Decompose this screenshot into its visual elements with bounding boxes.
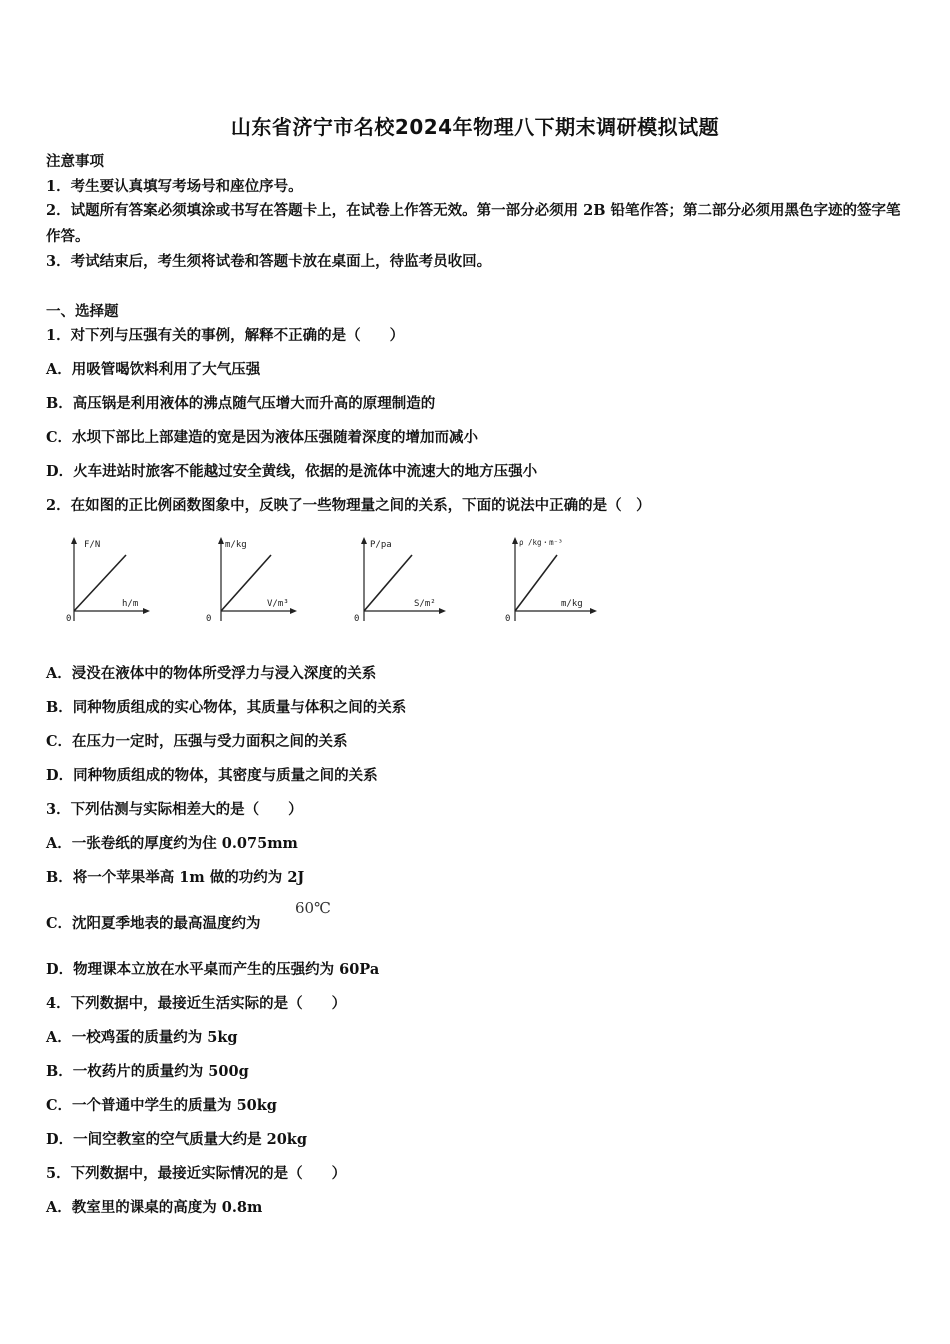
graph-3: [352, 533, 447, 628]
question-2-option-b: B．同种物质组成的实心物体，其质量与体积之间的关系: [46, 699, 407, 716]
question-4-option-c: C．一个普通中学生的质量为 50kg: [46, 1097, 277, 1114]
question-5-stem: 5．下列数据中，最接近实际情况的是（ ）: [46, 1165, 347, 1182]
graph-1-xlabel: h/m: [122, 599, 139, 609]
notice-item-2: 2．试题所有答案必须填涂或书写在答题卡上，在试卷上作答无效。第一部分必须用 2B 铅笔作答；第二部分必须用黑色字迹的签字笔作答。: [46, 202, 901, 245]
graph-2-xlabel: V/m³: [267, 599, 289, 609]
question-5-option-a: A．教室里的课桌的高度为 0.8m: [46, 1199, 263, 1216]
question-3-option-d: D．物理课本立放在水平桌而产生的压强约为 60Pa: [46, 961, 380, 978]
section-heading: 一、选择题: [46, 303, 119, 320]
question-1-option-b: B．高压锅是利用液体的沸点随气压增大而升高的原理制造的: [46, 395, 436, 412]
question-3-option-a: A．一张卷纸的厚度约为住 0.075mm: [46, 835, 298, 852]
graph-1-origin: 0: [66, 614, 72, 624]
temperature-value: 60℃: [295, 899, 331, 917]
graph-2: [203, 533, 298, 628]
graph-4-ylabel: ρ /kg・m⁻³: [519, 538, 563, 547]
notice-heading: 注意事项: [46, 153, 104, 170]
graph-3-ylabel: P/pa: [370, 540, 392, 550]
question-2-stem: 2．在如图的正比例函数图象中，反映了一些物理量之间的关系，下面的说法中正确的是（ ）: [46, 497, 651, 514]
question-3-option-b: B．将一个苹果举高 1m 做的功约为 2J: [46, 869, 305, 886]
notice-item-1: 1．考生要认真填写考场号和座位序号。: [46, 178, 303, 195]
graph-2-origin: 0: [206, 614, 212, 624]
question-3-option-c: C．沈阳夏季地表的最高温度约为: [46, 915, 261, 932]
page-title: 山东省济宁市名校2024年物理八下期末调研模拟试题: [230, 115, 720, 139]
question-4-option-a: A．一校鸡蛋的质量约为 5kg: [46, 1029, 238, 1046]
graph-4-xlabel: m/kg: [561, 599, 583, 609]
question-2-option-d: D．同种物质组成的物体，其密度与质量之间的关系: [46, 767, 378, 784]
question-4-option-b: B．一枚药片的质量约为 500g: [46, 1063, 249, 1080]
graph-2-ylabel: m/kg: [225, 540, 247, 550]
graph-1-ylabel: F/N: [84, 540, 101, 550]
question-4-option-d: D．一间空教室的空气质量大约是 20kg: [46, 1131, 307, 1148]
question-1-stem: 1．对下列与压强有关的事例，解释不正确的是（ ）: [46, 327, 405, 344]
graph-4-origin: 0: [505, 614, 511, 624]
question-3-stem: 3．下列估测与实际相差大的是（ ）: [46, 801, 303, 818]
question-1-option-c: C．水坝下部比上部建造的宽是因为液体压强随着深度的增加而减小: [46, 429, 479, 446]
question-2-option-c: C．在压力一定时，压强与受力面积之间的关系: [46, 733, 348, 750]
graph-3-origin: 0: [354, 614, 360, 624]
graph-1: [56, 533, 151, 628]
question-2-option-a: A．浸没在液体中的物体所受浮力与浸入深度的关系: [46, 665, 377, 682]
question-1-option-a: A．用吸管喝饮料利用了大气压强: [46, 361, 261, 378]
question-4-stem: 4．下列数据中，最接近生活实际的是（ ）: [46, 995, 347, 1012]
notice-item-3: 3．考试结束后，考生须将试卷和答题卡放在桌面上，待监考员收回。: [46, 253, 492, 270]
graph-4: [503, 533, 598, 628]
graph-3-xlabel: S/m²: [414, 599, 436, 609]
question-1-option-d: D．火车进站时旅客不能越过安全黄线，依据的是流体中流速大的地方压强小: [46, 463, 538, 480]
